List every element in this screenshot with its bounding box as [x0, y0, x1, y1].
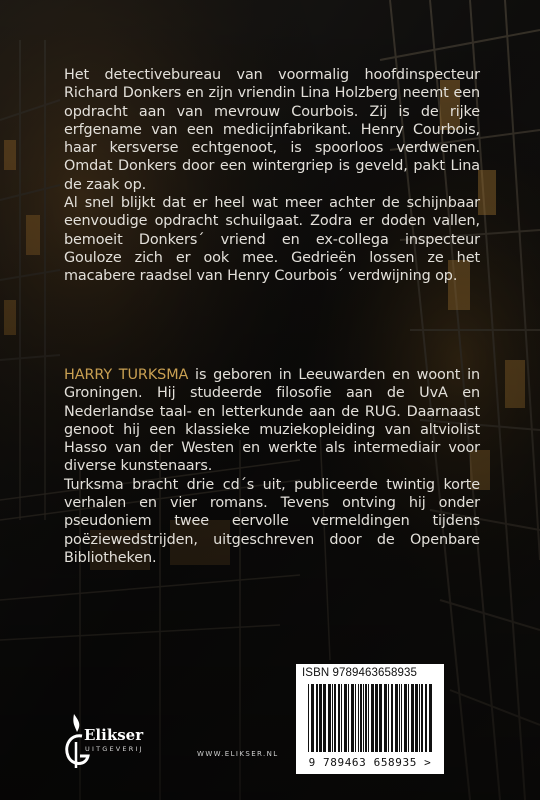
bio-paragraph: Turksma bracht drie cd´s uit, publiceerde twintig korte verhalen en vier romans. Tevens ontving hij onder pseudoniem twee eervolle vermeldingen tijdens poëziewedstrijden, uitgeschreven door de Openbare Bibliotheken.	[64, 476, 480, 566]
barcode-bar	[368, 684, 369, 752]
barcode-bar	[365, 684, 367, 752]
barcode-bar	[404, 684, 407, 752]
isbn-barcode	[296, 664, 444, 774]
barcode-bar	[334, 684, 336, 752]
barcode-bar	[375, 684, 378, 752]
barcode-bar	[323, 684, 326, 752]
barcode-bar	[429, 684, 432, 752]
blurb-paragraph: Al snel blijkt dat er heel wat meer achter de schijnbaar eenvoudige opdracht schuilgaat. Zodra er doden vallen, bemoeit Donkers´ vriend en ex-collega inspecteur Gouloze zich er ook mee. Gedrieën lossen ze het macabere raadsel van Henry Courbois´ verdwijning op.	[64, 195, 480, 285]
barcode-bar	[363, 684, 364, 752]
barcode-bar	[421, 684, 423, 752]
barcode-bar	[411, 684, 414, 752]
bio-text: is geboren in Leeuwarden en woont in Groningen. Hij studeerde filosofie aan de UvA en Nederlandse taal- en letterkunde aan de RUG. Daarnaast genoot hij een klassieke muziekopleiding van altviolist Hasso van der Westen en werkte als intermediair voor diverse kunstenaars.	[64, 367, 480, 475]
barcode-bar	[311, 684, 314, 752]
author-bio	[64, 366, 480, 567]
barcode-bar	[355, 684, 356, 752]
barcode-bar	[344, 684, 347, 752]
barcode-bar	[371, 684, 374, 752]
blurb-paragraph: Het detectivebureau van voormalig hoofdinspecteur Richard Donkers en zijn vriendin Lina Holzberg neemt een opdracht aan van mevrouw Courbois. Zij is de rijke erfgename van een medicijnfabrikant. Henry Courbois, haar kersverse echtgenoot, is spoorloos verdwenen. Omdat Donkers door een wintergriep is geveld, pakt Lina de zaak op.	[64, 67, 480, 193]
barcode-bar	[360, 684, 362, 752]
barcode-bar	[415, 684, 418, 752]
barcode-bar	[341, 684, 342, 752]
author-name: HARRY TURKSMA	[64, 367, 189, 383]
barcode-bar	[316, 684, 318, 752]
barcode-bar	[391, 684, 393, 752]
barcode-bar	[425, 684, 427, 752]
barcode-digits: 9 789463 658935 >	[308, 756, 432, 769]
barcode-bar	[358, 684, 359, 752]
barcode-bar	[401, 684, 402, 752]
bio-paragraph	[64, 366, 480, 476]
barcode-bar	[399, 684, 400, 752]
barcode-bar	[348, 684, 349, 752]
barcode-bar	[384, 684, 387, 752]
barcode-bar	[351, 684, 354, 752]
barcode-bar	[332, 684, 333, 752]
barcode-bar	[408, 684, 409, 752]
barcode-bar	[388, 684, 389, 752]
barcode-bar	[395, 684, 398, 752]
publisher-name: Elikser	[84, 726, 144, 744]
barcode-bar	[379, 684, 382, 752]
barcode-bar	[419, 684, 420, 752]
barcode-bars	[300, 684, 440, 756]
barcode-bar	[338, 684, 340, 752]
publisher-website: WWW.ELIKSER.NL	[197, 750, 279, 758]
isbn-label: ISBN 9789463658935	[302, 667, 417, 679]
publisher-subtitle: UITGEVERIJ	[85, 745, 144, 753]
barcode-bar	[308, 684, 309, 752]
barcode-bar	[328, 684, 331, 752]
barcode-bar	[319, 684, 322, 752]
back-cover-blurb	[64, 66, 480, 286]
